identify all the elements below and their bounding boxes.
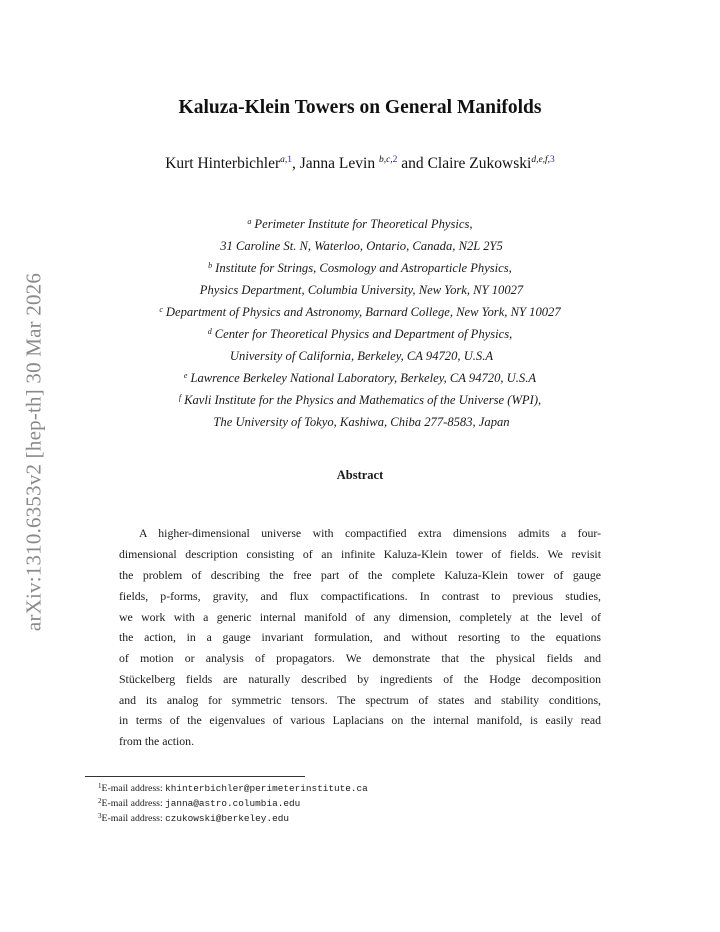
affiliation-line: $^d$ Center for Theoretical Physics and Department of Physics, [207,327,513,341]
footnote-link[interactable]: 3 [550,155,555,165]
affiliation-line: $^f$ Kavli Institute for the Physics and Mathematics of the Universe (WPI), [178,393,542,407]
footnote: $^3$E-mail address: czukowski@berkeley.edu [98,812,289,824]
arxiv-identifier-text: arXiv:1310.6353v2 [hep-th] 30 Mar 2026 [21,272,46,632]
footnote-divider [85,776,305,777]
author-affiliation-marks: d,e,f,3 [531,155,555,165]
abstract-line: from the action. [119,734,195,748]
author-name: Claire Zukowski [427,155,532,172]
affiliation-line: Physics Department, Columbia University, New York, NY 10027 [199,283,524,297]
abstract-line: in terms of the eigenvalues of various Laplacians on the internal manifold, is easily read [119,713,601,727]
author-list [0,155,720,173]
affiliation-line: 31 Caroline St. N, Waterloo, Ontario, Canada, N2L 2Y5 [220,239,503,253]
abstract-line: we work with a generic internal manifold of any dimension, completely at the level of [119,610,601,624]
affiliation-line: University of California, Berkeley, CA 94720, U.S.A [229,349,494,363]
email-link[interactable]: czukowski@berkeley.edu [165,813,289,824]
affiliation-line: The University of Tokyo, Kashiwa, Chiba 277-8583, Japan [213,415,510,429]
email-link[interactable]: janna@astro.columbia.edu [165,798,301,809]
affiliation-line: $^a$ Perimeter Institute for Theoretical Physics, [247,217,473,231]
author-name: Kurt Hinterbichler [165,155,281,172]
affiliation-line: $^e$ Lawrence Berkeley National Laboratory, Berkeley, CA 94720, U.S.A [183,371,537,385]
abstract-line: Stückelberg fields are naturally described by ingredients of the Hodge decomposition [119,672,601,686]
footnote: $^2$E-mail address: janna@astro.columbia.edu [98,797,301,809]
author-affiliation-marks: a,1 [280,155,292,165]
footnote-link[interactable]: 1 [287,155,292,165]
author-name: Janna Levin [299,155,379,172]
footnote: $^1$E-mail address: khinterbichler@perimeterinstitute.ca [98,782,368,794]
author-separator: and [397,155,428,172]
abstract-line: the action, in a gauge invariant formulation, and without resorting to the equations [119,630,601,644]
affiliation-line: $^c$ Department of Physics and Astronomy, Barnard College, New York, NY 10027 [159,305,561,319]
abstract-line: A higher-dimensional universe with compactified extra dimensions admits a four- [139,526,601,540]
author-affiliation-marks: b,c,2 [378,155,398,165]
abstract-line: the problem of describing the free part of the complete Kaluza-Klein tower of gauge [119,568,601,582]
affiliation-line: $^b$ Institute for Strings, Cosmology and Astroparticle Physics, [208,261,512,275]
abstract-line: of motion or analysis of propagators. We demonstrate that the physical fields and [119,651,601,665]
abstract-heading: Abstract [336,468,384,482]
abstract-line: dimensional description consisting of an infinite Kaluza-Klein tower of fields. We revisit [119,547,601,561]
email-link[interactable]: khinterbichler@perimeterinstitute.ca [165,783,368,794]
author-separator: , [292,155,300,172]
abstract-line: fields, p-forms, gravity, and flux compactifications. In contrast to previous studies, [119,589,601,603]
abstract-line: and its analog for symmetric tensors. The spectrum of states and stability conditions, [119,693,601,707]
paper-title: Kaluza-Klein Towers on General Manifolds [178,97,542,118]
footnote-link[interactable]: 2 [392,155,398,165]
